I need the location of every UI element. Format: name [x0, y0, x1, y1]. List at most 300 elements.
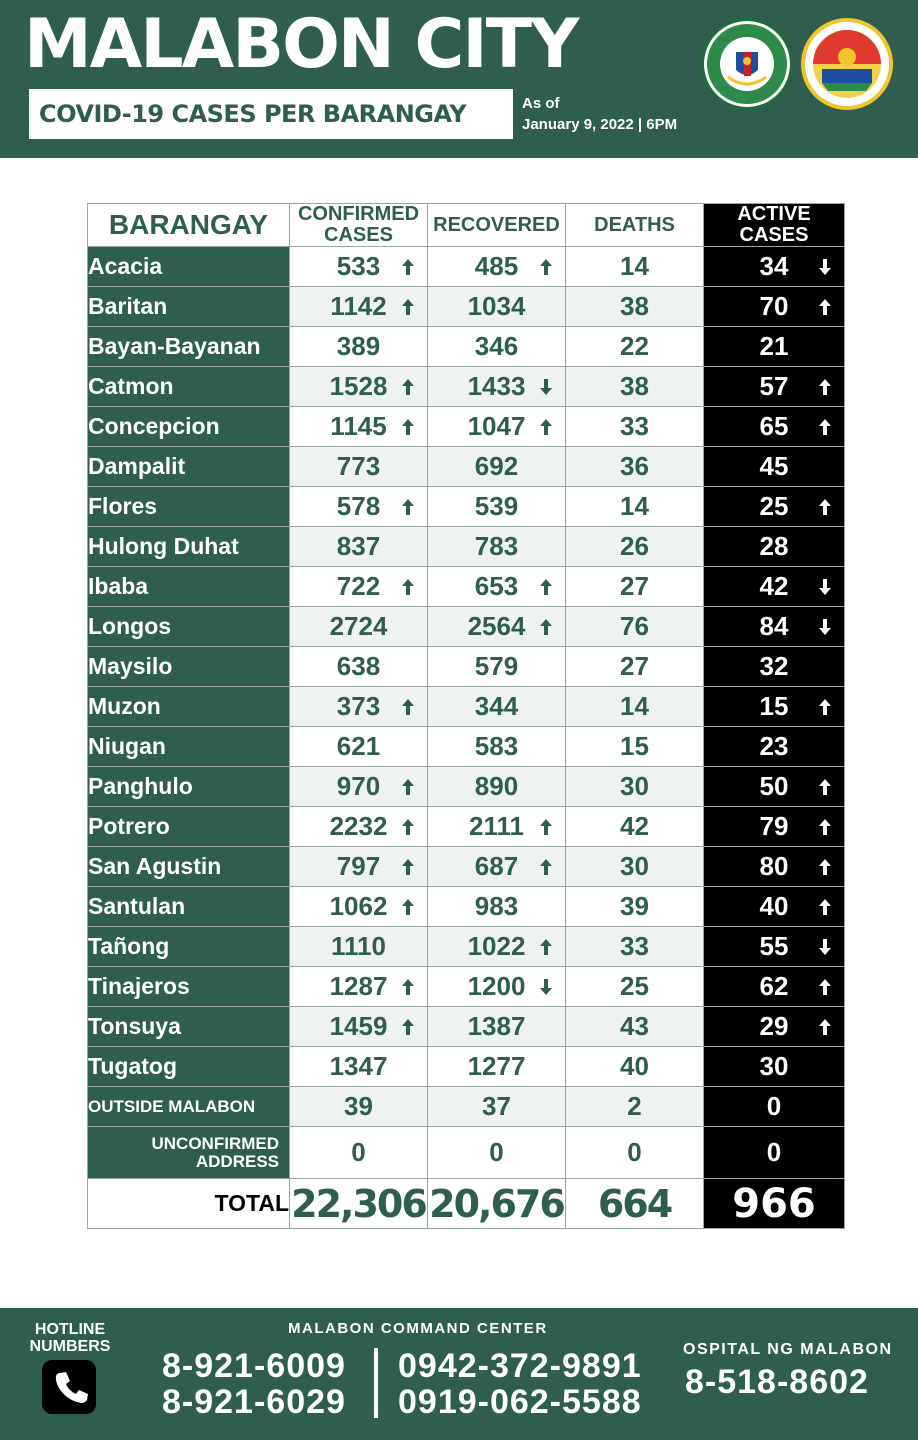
col-header-active	[704, 204, 845, 247]
recovered-cell	[428, 327, 566, 367]
barangay-name: Maysilo	[88, 647, 290, 687]
recovered-cell	[428, 687, 566, 727]
recovered-cell	[428, 607, 566, 647]
active-cell	[704, 407, 845, 447]
table-row-total	[88, 1179, 845, 1229]
active-cell	[704, 607, 845, 647]
active-cell	[704, 447, 845, 487]
deaths-cell	[566, 1007, 704, 1047]
col-header-confirmed	[290, 204, 428, 247]
barangay-name: Panghulo	[88, 767, 290, 807]
table-row	[88, 567, 845, 607]
table-row	[88, 447, 845, 487]
arrow-up-icon	[818, 418, 832, 436]
recovered-cell: 0	[428, 1127, 566, 1179]
barangay-name: Santulan	[88, 887, 290, 927]
active-cell-value: 28	[759, 531, 789, 561]
recovered-cell-value: 983	[474, 891, 519, 921]
confirmed-cell: 0	[290, 1127, 428, 1179]
confirmed-cell	[290, 367, 428, 407]
confirmed-cell-value: 389	[336, 331, 381, 361]
confirmed-cell	[290, 527, 428, 567]
active-cell	[704, 247, 845, 287]
arrow-up-icon	[818, 898, 832, 916]
recovered-cell-value: 346	[474, 331, 519, 361]
active-cell	[704, 487, 845, 527]
confirmed-cell	[290, 567, 428, 607]
recovered-cell-value: 890	[474, 771, 519, 801]
deaths-cell	[566, 447, 704, 487]
col-header-confirmed-line1: CONFIRMED	[297, 203, 420, 225]
table-row	[88, 847, 845, 887]
recovered-cell	[428, 807, 566, 847]
arrow-up-icon	[401, 778, 415, 796]
total-confirmed: 22,306	[290, 1179, 428, 1229]
arrow-up-icon	[401, 498, 415, 516]
confirmed-cell-value: 1062	[329, 891, 388, 921]
recovered-cell	[428, 887, 566, 927]
deaths-cell-value: 14	[620, 251, 649, 281]
table-row	[88, 1047, 845, 1087]
confirmed-cell-value: 39	[344, 1091, 373, 1121]
arrow-up-icon	[539, 818, 553, 836]
active-cell-value: 15	[759, 691, 789, 721]
recovered-cell	[428, 767, 566, 807]
active-cell	[704, 527, 845, 567]
recovered-cell-value: 2564	[467, 611, 526, 641]
active-cell	[704, 727, 845, 767]
barangay-name: Acacia	[88, 247, 290, 287]
total-recovered: 20,676	[428, 1179, 566, 1229]
malabon-city-seal-logo	[800, 17, 894, 111]
recovered-cell-value: 1277	[467, 1051, 526, 1081]
arrow-up-icon	[401, 258, 415, 276]
confirmed-cell-value: 2232	[329, 811, 388, 841]
table-row	[88, 807, 845, 847]
active-cell	[704, 807, 845, 847]
arrow-down-icon	[818, 938, 832, 956]
deaths-cell-value: 42	[620, 811, 649, 841]
arrow-up-icon	[539, 858, 553, 876]
deaths-cell-value: 39	[620, 891, 649, 921]
recovered-cell	[428, 647, 566, 687]
active-cell	[704, 567, 845, 607]
arrow-down-icon	[539, 978, 553, 996]
arrow-up-icon	[401, 898, 415, 916]
confirmed-cell-value: 2724	[329, 611, 388, 641]
recovered-cell	[428, 567, 566, 607]
active-cell: 0	[704, 1127, 845, 1179]
deaths-cell	[566, 367, 704, 407]
arrow-up-icon	[818, 1018, 832, 1036]
deaths-cell-value: 33	[620, 931, 649, 961]
recovered-cell-value: 653	[474, 571, 519, 601]
footer-hotlines	[0, 1308, 918, 1440]
barangay-name: Tinajeros	[88, 967, 290, 1007]
deaths-cell	[566, 327, 704, 367]
active-cell-value: 62	[759, 971, 789, 1001]
deaths-cell	[566, 607, 704, 647]
as-of-date: January 9, 2022 | 6PM	[522, 116, 678, 133]
table-row	[88, 287, 845, 327]
confirmed-cell	[290, 1007, 428, 1047]
total-label: TOTAL	[88, 1179, 290, 1229]
confirmed-cell	[290, 807, 428, 847]
recovered-cell	[428, 367, 566, 407]
active-cell-value: 29	[759, 1011, 789, 1041]
active-cell	[704, 687, 845, 727]
recovered-cell-value: 1047	[467, 411, 526, 441]
hotline-label	[24, 1321, 116, 1355]
recovered-cell	[428, 1087, 566, 1127]
confirmed-cell-value: 1347	[329, 1051, 388, 1081]
barangay-name: Tugatog	[88, 1047, 290, 1087]
arrow-up-icon	[539, 618, 553, 636]
deaths-cell-value: 14	[620, 491, 649, 521]
deaths-cell	[566, 807, 704, 847]
arrow-up-icon	[401, 818, 415, 836]
barangay-name: Muzon	[88, 687, 290, 727]
recovered-cell	[428, 287, 566, 327]
arrow-up-icon	[818, 298, 832, 316]
deaths-cell	[566, 287, 704, 327]
recovered-cell	[428, 1047, 566, 1087]
hotline-number: 8-921-6009	[162, 1347, 346, 1385]
total-active: 966	[704, 1179, 845, 1229]
active-cell-value: 40	[759, 891, 789, 921]
recovered-cell	[428, 847, 566, 887]
arrow-up-icon	[401, 858, 415, 876]
recovered-cell-value: 692	[474, 451, 519, 481]
active-cell	[704, 327, 845, 367]
deaths-cell-value: 38	[620, 291, 649, 321]
arrow-up-icon	[818, 378, 832, 396]
col-header-active-line2: CASES	[739, 224, 809, 246]
recovered-cell-value: 1034	[467, 291, 526, 321]
active-cell	[704, 887, 845, 927]
deaths-cell	[566, 247, 704, 287]
recovered-cell-value: 37	[482, 1091, 511, 1121]
confirmed-cell	[290, 327, 428, 367]
active-cell-value: 70	[759, 291, 789, 321]
table-row	[88, 647, 845, 687]
confirmed-cell	[290, 607, 428, 647]
unconfirmed-label-line2: ADDRESS	[195, 1151, 279, 1171]
active-cell-value: 55	[759, 931, 789, 961]
confirmed-cell	[290, 1047, 428, 1087]
confirmed-cell	[290, 647, 428, 687]
confirmed-cell	[290, 847, 428, 887]
confirmed-cell	[290, 1087, 428, 1127]
recovered-cell	[428, 487, 566, 527]
arrow-down-icon	[539, 378, 553, 396]
deaths-cell-value: 36	[620, 451, 649, 481]
divider	[374, 1348, 378, 1418]
arrow-up-icon	[401, 418, 415, 436]
arrow-up-icon	[818, 778, 832, 796]
table-row	[88, 887, 845, 927]
active-cell	[704, 1007, 845, 1047]
recovered-cell	[428, 927, 566, 967]
arrow-down-icon	[818, 578, 832, 596]
barangay-cases-table	[87, 203, 845, 1229]
barangay-name: Hulong Duhat	[88, 527, 290, 567]
hotline-number: 0919-062-5588	[398, 1383, 642, 1421]
table-row	[88, 1007, 845, 1047]
recovered-cell-value: 579	[474, 651, 519, 681]
arrow-up-icon	[401, 378, 415, 396]
table-row	[88, 327, 845, 367]
recovered-cell	[428, 967, 566, 1007]
header-banner	[0, 0, 918, 158]
active-cell-value: 45	[759, 451, 789, 481]
active-cell	[704, 967, 845, 1007]
table-row	[88, 247, 845, 287]
deaths-cell	[566, 967, 704, 1007]
recovered-cell	[428, 727, 566, 767]
recovered-cell	[428, 247, 566, 287]
confirmed-cell	[290, 447, 428, 487]
active-cell	[704, 927, 845, 967]
confirmed-cell-value: 533	[336, 251, 381, 281]
recovered-cell-value: 2111	[469, 811, 524, 841]
barangay-name: Niugan	[88, 727, 290, 767]
recovered-cell-value: 1387	[467, 1011, 526, 1041]
table-row	[88, 687, 845, 727]
barangay-name: Flores	[88, 487, 290, 527]
recovered-cell-value: 1022	[467, 931, 526, 961]
deaths-cell-value: 40	[620, 1051, 649, 1081]
col-header-recovered: RECOVERED	[428, 204, 566, 247]
arrow-up-icon	[539, 938, 553, 956]
deaths-cell-value: 26	[620, 531, 649, 561]
deaths-cell-value: 14	[620, 691, 649, 721]
table-row	[88, 927, 845, 967]
recovered-cell-value: 485	[474, 251, 519, 281]
deaths-cell	[566, 1047, 704, 1087]
deaths-cell	[566, 887, 704, 927]
confirmed-cell	[290, 687, 428, 727]
confirmed-cell	[290, 727, 428, 767]
as-of-label: As of	[522, 95, 560, 112]
barangay-name: Longos	[88, 607, 290, 647]
command-center-label: MALABON COMMAND CENTER	[288, 1320, 548, 1337]
hotline-number: 0942-372-9891	[398, 1347, 642, 1385]
deaths-cell	[566, 927, 704, 967]
confirmed-cell-value: 1142	[330, 291, 387, 321]
barangay-name: Concepcion	[88, 407, 290, 447]
total-deaths: 664	[566, 1179, 704, 1229]
confirmed-cell	[290, 247, 428, 287]
confirmed-cell-value: 1287	[329, 971, 388, 1001]
active-cell-value: 21	[759, 331, 789, 361]
recovered-cell	[428, 447, 566, 487]
confirmed-cell	[290, 887, 428, 927]
recovered-cell-value: 1200	[467, 971, 526, 1001]
active-cell-value: 23	[759, 731, 789, 761]
page-subtitle: COVID-19 CASES PER BARANGAY	[39, 100, 467, 128]
barangay-name: OUTSIDE MALABON	[88, 1087, 290, 1127]
active-cell	[704, 1047, 845, 1087]
arrow-up-icon	[818, 818, 832, 836]
arrow-up-icon	[539, 258, 553, 276]
recovered-cell-value: 583	[474, 731, 519, 761]
arrow-up-icon	[401, 698, 415, 716]
arrow-up-icon	[401, 578, 415, 596]
subtitle-box	[29, 89, 513, 139]
confirmed-cell-value: 797	[336, 851, 381, 881]
col-header-barangay: BARANGAY	[88, 204, 290, 247]
page-title: MALABON CITY	[24, 5, 578, 84]
arrow-up-icon	[401, 298, 415, 316]
confirmed-cell-value: 1145	[330, 411, 387, 441]
confirmed-cell	[290, 767, 428, 807]
deaths-cell: 0	[566, 1127, 704, 1179]
barangay-name: Catmon	[88, 367, 290, 407]
confirmed-cell-value: 1528	[329, 371, 388, 401]
active-cell-value: 32	[759, 651, 789, 681]
deaths-cell-value: 30	[620, 851, 649, 881]
deaths-cell-value: 43	[620, 1011, 649, 1041]
active-cell	[704, 1087, 845, 1127]
deaths-cell-value: 27	[620, 571, 649, 601]
confirmed-cell-value: 1459	[329, 1011, 388, 1041]
deaths-cell	[566, 687, 704, 727]
col-header-active-line1: ACTIVE	[737, 203, 811, 225]
active-cell-value: 25	[759, 491, 789, 521]
deaths-cell-value: 76	[620, 611, 649, 641]
recovered-cell-value: 783	[474, 531, 519, 561]
table-row	[88, 367, 845, 407]
table-row	[88, 407, 845, 447]
confirmed-cell-value: 970	[336, 771, 381, 801]
active-cell	[704, 647, 845, 687]
barangay-name: Baritan	[88, 287, 290, 327]
deaths-cell-value: 30	[620, 771, 649, 801]
barangay-name	[88, 1127, 290, 1179]
arrow-up-icon	[539, 578, 553, 596]
confirmed-cell-value: 373	[336, 691, 381, 721]
active-cell-value: 0	[766, 1091, 782, 1121]
arrow-up-icon	[401, 978, 415, 996]
table-row	[88, 727, 845, 767]
confirmed-cell-value: 578	[336, 491, 381, 521]
table-row	[88, 967, 845, 1007]
recovered-cell-value: 344	[474, 691, 519, 721]
deaths-cell	[566, 407, 704, 447]
ospital-label: OSPITAL NG MALABON	[683, 1341, 893, 1358]
barangay-name: San Agustin	[88, 847, 290, 887]
confirmed-cell	[290, 287, 428, 327]
hotline-label-line1: HOTLINE	[34, 1321, 106, 1338]
deaths-cell-value: 25	[620, 971, 649, 1001]
deaths-cell-value: 27	[620, 651, 649, 681]
barangay-name: Tañong	[88, 927, 290, 967]
recovered-cell-value: 687	[474, 851, 519, 881]
table-row	[88, 607, 845, 647]
hotline-number: 8-921-6029	[162, 1383, 346, 1421]
barangay-name: Bayan-Bayanan	[88, 327, 290, 367]
deaths-cell	[566, 567, 704, 607]
confirmed-cell	[290, 487, 428, 527]
confirmed-cell	[290, 407, 428, 447]
active-cell	[704, 367, 845, 407]
ospital-number: 8-518-8602	[685, 1363, 869, 1401]
active-cell-value: 34	[759, 251, 789, 281]
table-row	[88, 767, 845, 807]
active-cell-value: 42	[759, 571, 789, 601]
active-cell-value: 57	[759, 371, 789, 401]
table-row	[88, 487, 845, 527]
deaths-cell	[566, 647, 704, 687]
confirmed-cell-value: 837	[336, 531, 381, 561]
deaths-cell	[566, 847, 704, 887]
recovered-cell	[428, 407, 566, 447]
active-cell-value: 30	[759, 1051, 789, 1081]
confirmed-cell	[290, 967, 428, 1007]
deaths-cell	[566, 527, 704, 567]
deaths-cell	[566, 1087, 704, 1127]
confirmed-cell	[290, 927, 428, 967]
deaths-cell-value: 2	[627, 1091, 642, 1121]
table-row	[88, 527, 845, 567]
confirmed-cell-value: 722	[336, 571, 381, 601]
col-header-deaths: DEATHS	[566, 204, 704, 247]
confirmed-cell-value: 773	[336, 451, 381, 481]
deaths-cell	[566, 767, 704, 807]
recovered-cell	[428, 527, 566, 567]
deaths-cell-value: 33	[620, 411, 649, 441]
barangay-name: Ibaba	[88, 567, 290, 607]
arrow-up-icon	[818, 498, 832, 516]
phone-icon	[42, 1360, 96, 1414]
active-cell	[704, 847, 845, 887]
active-cell-value: 65	[759, 411, 789, 441]
arrow-down-icon	[818, 258, 832, 276]
arrow-up-icon	[539, 418, 553, 436]
barangay-name: Potrero	[88, 807, 290, 847]
active-cell-value: 84	[759, 611, 789, 641]
deaths-cell-value: 38	[620, 371, 649, 401]
deaths-cell-value: 15	[620, 731, 649, 761]
hotline-label-line2: NUMBERS	[29, 1338, 111, 1355]
arrow-up-icon	[818, 858, 832, 876]
active-cell-value: 80	[759, 851, 789, 881]
doh-seal-logo	[700, 17, 794, 111]
barangay-name: Dampalit	[88, 447, 290, 487]
arrow-up-icon	[818, 698, 832, 716]
table-row	[88, 1087, 845, 1127]
recovered-cell	[428, 1007, 566, 1047]
deaths-cell	[566, 727, 704, 767]
confirmed-cell-value: 638	[336, 651, 381, 681]
col-header-confirmed-line2: CASES	[324, 224, 393, 246]
table-body	[88, 247, 845, 1229]
active-cell-value: 50	[759, 771, 789, 801]
table-row-unconfirmed	[88, 1127, 845, 1179]
unconfirmed-label-line1: UNCONFIRMED	[151, 1133, 279, 1153]
arrow-up-icon	[818, 978, 832, 996]
deaths-cell	[566, 487, 704, 527]
arrow-up-icon	[401, 1018, 415, 1036]
active-cell-value: 79	[759, 811, 789, 841]
confirmed-cell-value: 1110	[331, 931, 386, 961]
active-cell	[704, 287, 845, 327]
active-cell	[704, 767, 845, 807]
recovered-cell-value: 1433	[467, 371, 526, 401]
barangay-name: Tonsuya	[88, 1007, 290, 1047]
deaths-cell-value: 22	[620, 331, 649, 361]
